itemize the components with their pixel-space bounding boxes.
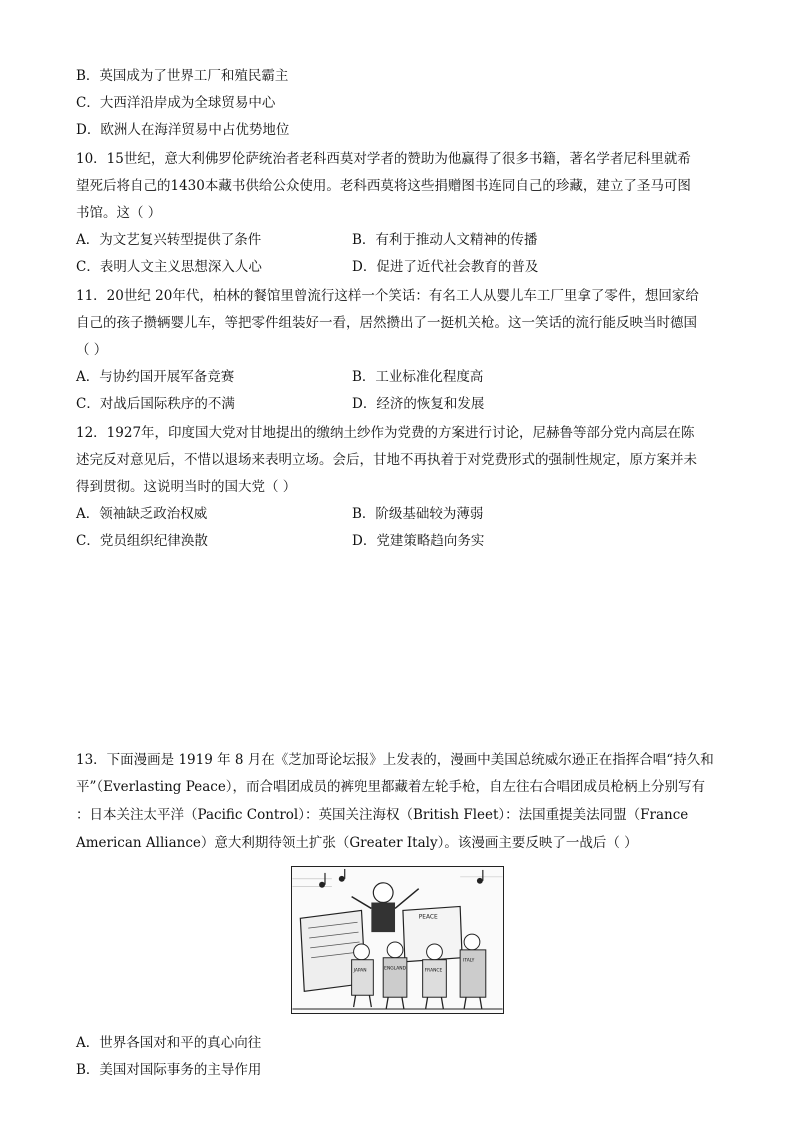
q12-stem-line-1: 12．1927年，印度国大党对甘地提出的缴纳土纱作为党费的方案进行讨论，尼赫鲁等部分党内高层在陈 xyxy=(76,425,695,441)
singer-2-label: ENGLAND xyxy=(384,966,407,972)
singer-3-label: FRANCE xyxy=(424,968,443,974)
cartoon-image xyxy=(291,866,504,1014)
q12-stem-line-2: 述完反对意见后，不惜以退场来表明立场。会后，甘地不再执着于对党费形式的强制性规定，原方案并未 xyxy=(76,452,697,468)
singer-3 xyxy=(423,944,447,997)
q12-option-a: A．领袖缺乏政治权威 xyxy=(76,506,208,522)
singer-4 xyxy=(460,934,486,997)
cartoon-drawing xyxy=(292,867,503,1013)
q9-option-c: C．大西洋沿岸成为全球贸易中心 xyxy=(76,95,276,111)
q9-option-d: D．欧洲人在海洋贸易中占优势地位 xyxy=(76,122,290,138)
singer-1-label: JAPAN xyxy=(353,968,367,974)
q11-option-c: C．对战后国际秩序的不满 xyxy=(76,396,235,412)
q10-stem-line-2: 望死后将自己的1430本藏书供给公众使用。老科西莫将这些捐赠图书连同自己的珍藏，建立了圣马可图 xyxy=(76,178,691,194)
singer-2 xyxy=(383,942,407,997)
q11-stem-line-3: （ ） xyxy=(76,342,108,358)
q12-stem-line-3: 得到贯彻。这说明当时的国大党（ ） xyxy=(76,479,297,495)
q13-stem-line-4: American Alliance）意大利期待领土扩张（Greater Italy）。该漫画主要反映了一战后（ ） xyxy=(76,835,638,851)
q10-option-a: A．为文艺复兴转型提供了条件 xyxy=(76,232,262,248)
music-notes xyxy=(319,869,483,888)
q10-stem-line-3: 书馆。这（ ） xyxy=(76,205,162,221)
q10-option-b: B．有利于推动人文精神的传播 xyxy=(352,232,538,248)
singer-1 xyxy=(352,944,374,995)
q9-option-b: B．英国成为了世界工厂和殖民霸主 xyxy=(76,68,289,84)
q11-option-d: D．经济的恢复和发展 xyxy=(352,396,485,412)
q10-option-d: D．促进了近代社会教育的普及 xyxy=(352,259,539,275)
q12-option-d: D．党建策略趋向务实 xyxy=(352,533,485,549)
q13-option-b: B．美国对国际事务的主导作用 xyxy=(76,1062,262,1078)
q13-stem-line-2: 平”（Everlasting Peace），而合唱团成员的裤兜里都藏着左轮手枪，自左往右合唱团成员枪柄上分别写有 xyxy=(76,779,706,795)
q13-option-a: A．世界各国对和平的真心向往 xyxy=(76,1035,262,1051)
q12-option-c: C．党员组织纪律涣散 xyxy=(76,533,208,549)
q10-option-c: C．表明人文主义思想深入人心 xyxy=(76,259,262,275)
q13-stem-line-3: ：日本关注太平洋（Pacific Control）：英国关注海权（British Fleet）：法国重提美法同盟（France xyxy=(76,807,689,823)
singer-4-label: ITALY xyxy=(463,958,475,964)
q13-stem-line-1: 13．下面漫画是 1919 年 8 月在《芝加哥论坛报》上发表的，漫画中美国总统威尔逊正在指挥合唱“持久和 xyxy=(76,752,714,768)
q11-option-a: A．与协约国开展军备竞赛 xyxy=(76,369,235,385)
q12-option-b: B．阶级基础较为薄弱 xyxy=(352,506,484,522)
q11-stem-line-2: 自己的孩子攒辆婴儿车，等把零件组装好一看，居然攒出了一挺机关枪。这一笑话的流行能反映当时德国 xyxy=(76,315,697,331)
q11-stem-line-1: 11．20世纪 20年代，柏林的餐馆里曾流行这样一个笑话：有名工人从婴儿车工厂里拿了零件，想回家给 xyxy=(76,288,699,304)
q10-stem-line-1: 10．15世纪，意大利佛罗伦萨统治者老科西莫对学者的赞助为他赢得了很多书籍，著名学者尼科里就希 xyxy=(76,151,691,167)
q11-option-b: B．工业标准化程度高 xyxy=(352,369,484,385)
chorus-sheet-label: PEACE xyxy=(418,914,438,921)
